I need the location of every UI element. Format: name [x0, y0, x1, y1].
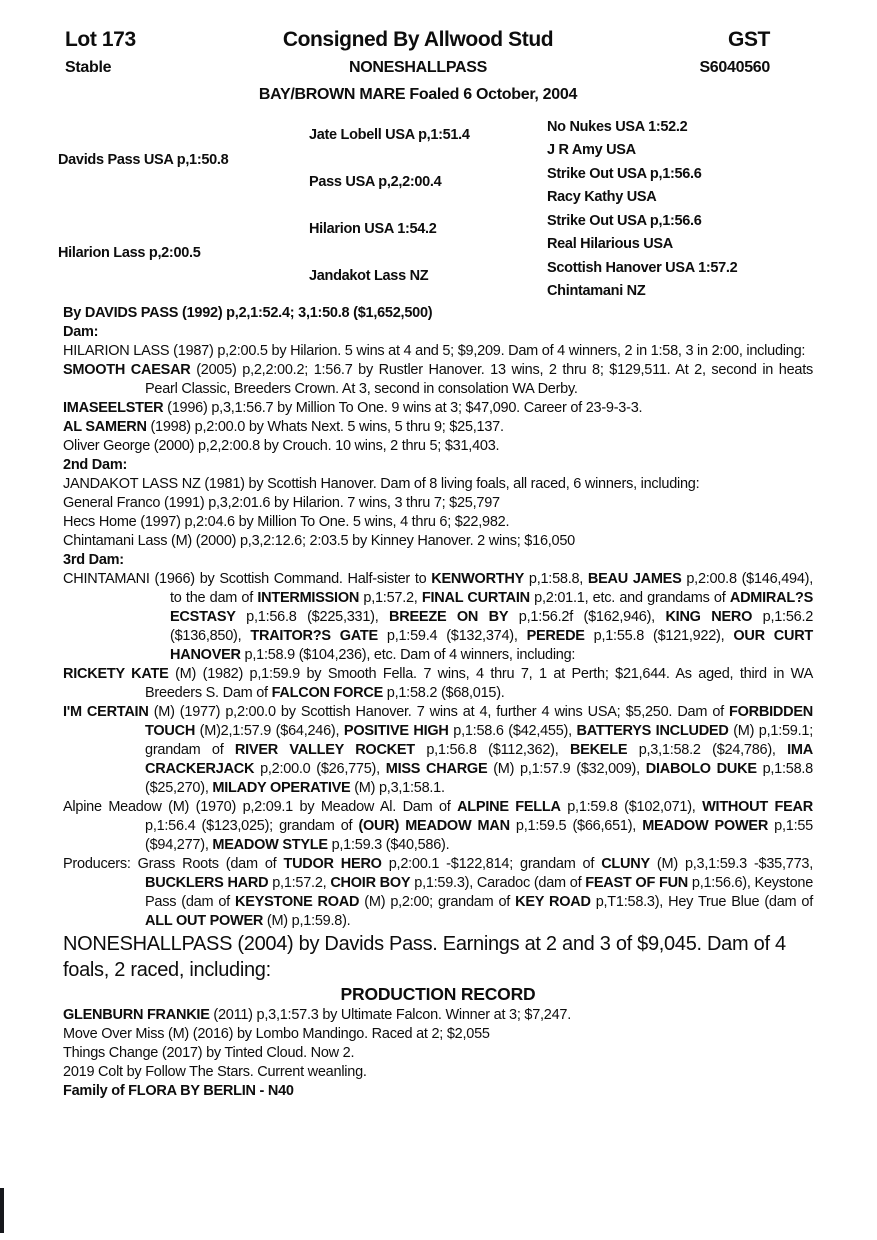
second-dam-offspring-entry: Hecs Home (1997) p,2:04.6 by Million To One. 5 wins, 4 thru 6; $22,982. — [63, 514, 510, 530]
pedigree-gen3-entry: J R Amy USA — [547, 142, 636, 158]
gst-label: GST — [728, 28, 770, 51]
production-record-entry: Move Over Miss (M) (2016) by Lombo Mandingo. Raced at 2; $2,055 — [63, 1026, 490, 1042]
stable-label: Stable — [65, 59, 112, 76]
third-dam-heading: 3rd Dam: — [63, 552, 124, 568]
family-line: Family of FLORA BY BERLIN - N40 — [63, 1083, 294, 1099]
pedigree-details — [0, 304, 877, 1101]
third-dam-line: CHINTAMANI (1966) by Scottish Command. Half-sister to KENWORTHY p,1:58.8, BEAU JAMES p,2:00.8 ($146,494), to the dam of INTERMISSION p,1:57.2, FINAL CURTAIN p,2:01.1, etc. and grandams of ADMIRAL?S ECSTASY p,1:56.8 ($225,331), BREEZE ON BY p,1:56.2f ($162,946), KING NERO p,1:56.2 ($136,850), TRAITOR?S GATE p,1:59.4 ($132,374), PEREDE p,1:55.8 ($121,922), OUR CURT HANOVER p,1:58.9 ($104,236), etc. Dam of 4 winners, including: — [63, 571, 814, 663]
horse-name: NONESHALLPASS — [348, 59, 488, 76]
pedigree-gen3-entry: No Nukes USA 1:52.2 — [547, 119, 688, 135]
registration-code: S6040560 — [699, 59, 770, 76]
pedigree-dam: Hilarion Lass p,2:00.5 — [58, 245, 201, 261]
pedigree-gen3-entry: Strike Out USA p,1:56.6 — [547, 213, 702, 229]
dam-line: HILARION LASS (1987) p,2:00.5 by Hilarion. 5 wins at 4 and 5; $9,209. Dam of 4 winners, 2 in 1:58, 3 in 2:00, including: — [63, 343, 806, 359]
second-dam-offspring-entry: General Franco (1991) p,3,2:01.6 by Hilarion. 7 wins, 3 thru 7; $25,797 — [63, 495, 500, 511]
sire-performance-line: By DAVIDS PASS (1992) p,2,1:52.4; 3,1:50.8 ($1,652,500) — [63, 305, 433, 321]
header-row-1 — [0, 28, 877, 59]
mare-summary: NONESHALLPASS (2004) by Davids Pass. Earnings at 2 and 3 of $9,045. Dam of 4 foals, 2 raced, including: — [63, 933, 786, 981]
third-dam-offspring-entry: I'M CERTAIN (M) (1977) p,2:00.0 by Scottish Hanover. 7 wins at 4, further 4 wins USA; $5,250. Dam of FORBIDDEN TOUCH (M)2,1:57.9 ($64,246), POSITIVE HIGH p,1:58.6 ($42,455), BATTERYS INCLUDED (M) p,1:59.1; grandam of RIVER VALLEY ROCKET p,1:56.8 ($112,362), BEKELE p,3,1:58.2 ($24,786), IMA CRACKERJACK p,2:00.0 ($26,775), MISS CHARGE (M) p,1:57.9 ($32,009), DIABOLO DUKE p,1:58.8 ($25,270), MILADY OPERATIVE (M) p,3,1:58.1. — [63, 704, 813, 796]
production-record-heading: PRODUCTION RECORD — [340, 984, 536, 1004]
production-record-entry: 2019 Colt by Follow The Stars. Current weanling. — [63, 1064, 367, 1080]
pedigree-gen2-entry: Hilarion USA 1:54.2 — [309, 221, 437, 237]
header-row-3 — [0, 86, 877, 112]
dam-offspring-entry: AL SAMERN (1998) p,2:00.0 by Whats Next. 5 wins, 5 thru 9; $25,137. — [63, 419, 504, 435]
dam-offspring-entry: IMASEELSTER (1996) p,3,1:56.7 by Million To One. 9 wins at 3; $47,090. Career of 23-9-3-3. — [63, 400, 643, 416]
horse-description: BAY/BROWN MARE Foaled 6 October, 2004 — [258, 86, 578, 103]
pedigree-gen3-entry: Real Hilarious USA — [547, 236, 673, 252]
production-record-entry: GLENBURN FRANKIE (2011) p,3,1:57.3 by Ultimate Falcon. Winner at 3; $7,247. — [63, 1007, 572, 1023]
pedigree-sire: Davids Pass USA p,1:50.8 — [58, 152, 229, 168]
pedigree-gen2-entry: Jandakot Lass NZ — [309, 268, 429, 284]
third-dam-producers-entry: Producers: Grass Roots (dam of TUDOR HERO p,2:00.1 -$122,814; grandam of CLUNY (M) p,3,1:59.3 -$35,773, BUCKLERS HARD p,1:57.2, CHOIR BOY p,1:59.3), Caradoc (dam of FEAST OF FUN p,1:56.6), Keystone Pass (dam of KEYSTONE ROAD (M) p,2:00; grandam of KEY ROAD p,T1:58.3), Hey True Blue (dam of ALL OUT POWER (M) p,1:59.8). — [63, 856, 814, 929]
lot-number: Lot 173 — [65, 28, 136, 51]
pedigree-gen2-entry: Pass USA p,2,2:00.4 — [309, 174, 442, 190]
page-header — [0, 0, 877, 112]
pedigree-gen3-entry: Strike Out USA p,1:56.6 — [547, 166, 702, 182]
production-record-entry: Things Change (2017) by Tinted Cloud. Now 2. — [63, 1045, 355, 1061]
second-dam-heading: 2nd Dam: — [63, 457, 128, 473]
consignor-title: Consigned By Allwood Stud — [282, 28, 554, 51]
dam-offspring-entry: SMOOTH CAESAR (2005) p,2,2:00.2; 1:56.7 by Rustler Hanover. 13 wins, 2 thru 8; $129,511. At 2, second in heats Pearl Classic, Breeders Crown. At 3, second in consolation WA Derby. — [63, 362, 813, 397]
scan-artifact-strip — [0, 1188, 4, 1233]
pedigree-gen3-entry: Chintamani NZ — [547, 283, 646, 299]
pedigree-gen2-entry: Jate Lobell USA p,1:51.4 — [309, 127, 470, 143]
dam-offspring-entry: Oliver George (2000) p,2,2:00.8 by Crouch. 10 wins, 2 thru 5; $31,403. — [63, 438, 500, 454]
second-dam-offspring-entry: Chintamani Lass (M) (2000) p,3,2:12.6; 2:03.5 by Kinney Hanover. 2 wins; $16,050 — [63, 533, 575, 549]
second-dam-line: JANDAKOT LASS NZ (1981) by Scottish Hanover. Dam of 8 living foals, all raced, 6 winners, including: — [63, 476, 700, 492]
pedigree-gen3-entry: Racy Kathy USA — [547, 189, 657, 205]
header-row-2 — [0, 59, 877, 86]
third-dam-offspring-entry: RICKETY KATE (M) (1982) p,1:59.9 by Smooth Fella. 7 wins, 4 thru 7, 1 at Perth; $21,644. As aged, third in WA Breeders S. Dam of FALCON FORCE p,1:58.2 ($68,015). — [63, 666, 813, 701]
pedigree-table — [0, 112, 877, 304]
pedigree-gen3-entry: Scottish Hanover USA 1:57.2 — [547, 260, 738, 276]
dam-heading: Dam: — [63, 324, 99, 340]
third-dam-offspring-entry: Alpine Meadow (M) (1970) p,2:09.1 by Meadow Al. Dam of ALPINE FELLA p,1:59.8 ($102,071), WITHOUT FEAR p,1:56.4 ($123,025); grandam of (OUR) MEADOW MAN p,1:59.5 ($66,651), MEADOW POWER p,1:55 ($94,277), MEADOW STYLE p,1:59.3 ($40,586). — [63, 799, 814, 853]
